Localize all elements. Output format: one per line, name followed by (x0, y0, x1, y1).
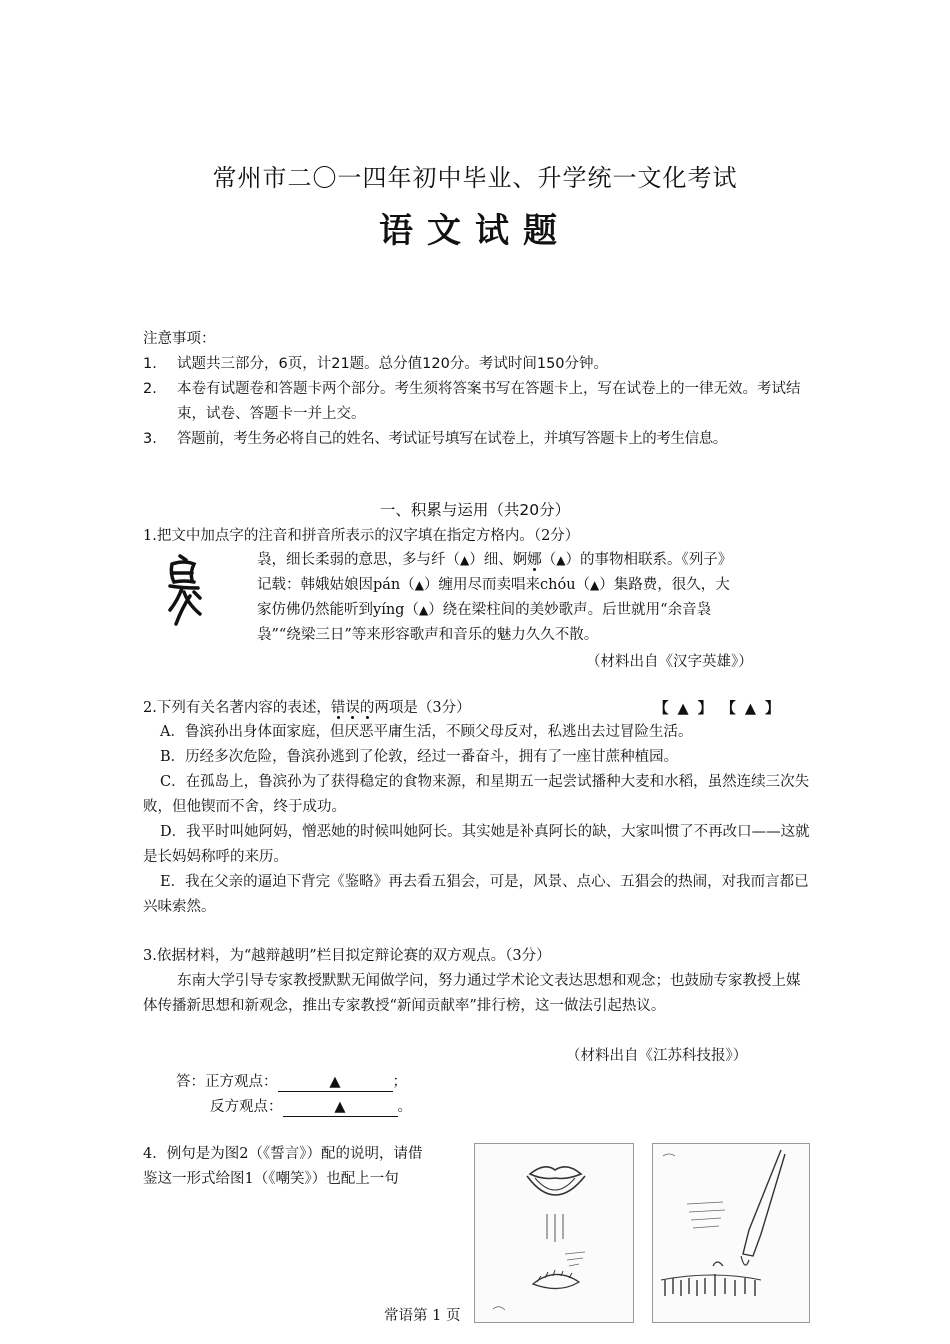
con-label: 反方观点： (210, 1099, 283, 1115)
q2-option: C．在孤岛上，鲁滨孙为了获得稳定的食物来源，和星期五一起尝试播种大麦和水稻，虽然连续三次失败，但他锲而不舍，终于成功。 (143, 774, 810, 815)
calligraphy-glyph-image (160, 552, 208, 630)
q3-pro-row: 答：正方观点： ▲ ； (176, 1074, 407, 1090)
exam-subtitle: 语文试题 (379, 211, 571, 251)
q2-emphasis: 错误的 (330, 700, 375, 716)
q1-line: 记载：韩娥姑娘因pán（▲）缠用尽而卖唱来chóu（▲）集路费，很久，大 (257, 577, 730, 593)
pro-label: 正方观点： (205, 1074, 278, 1090)
con-answer-blank[interactable]: ▲ (283, 1098, 398, 1117)
q1-source: （材料出自《汉字英雄》） (586, 654, 753, 670)
exam-title: 常州市二〇一四年初中毕业、升学统一文化考试 (212, 164, 738, 192)
section-heading: 一、积累与运用（共20分） (379, 501, 571, 519)
q2-options (143, 720, 813, 920)
q4-text (143, 1142, 473, 1192)
q3-source: （材料出自《江苏科技报》） (566, 1048, 748, 1064)
q2-option: E．我在父亲的逼迫下背完《鉴略》再去看五猖会，可是，风景、点心、五猖会的热闹，对我而言都已兴味索然。 (143, 874, 809, 915)
q3-material: 东南大学引导专家教授默默无闻做学问，努力通过学术论文表达思想和观念；也鼓励专家教授上媒体传播新思想和新观念，推出专家教授“新闻贡献率”排行榜，这一做法引起热议。 (143, 973, 801, 1014)
answer-label: 答： (176, 1074, 205, 1090)
notes-heading: 注意事项： (143, 331, 216, 347)
q1-stem: 1.把文中加点字的注音和拼音所表示的汉字填在指定方格内。（2分） (143, 528, 580, 544)
q3-con-row: 反方观点： ▲ 。 (210, 1099, 412, 1115)
figure-2-sketch-image (652, 1143, 810, 1323)
note-number: 1. (143, 356, 157, 372)
q1-line: 家仿佛仍然能听到yíng（▲）绕在梁柱间的美妙歌声。后世就用“余音袅 (257, 602, 712, 618)
note-item (143, 377, 813, 427)
note-number: 3. (143, 431, 157, 447)
page-footer: 常语第 1 页 (384, 1308, 461, 1324)
q2-option: A．鲁滨孙出身体面家庭，但厌恶平庸生活，不顾父母反对，私逃出去过冒险生活。 (160, 724, 693, 740)
notes-block (143, 327, 813, 452)
q2-option: B．历经多次危险，鲁滨孙逃到了伦敦，经过一番奋斗，拥有了一座甘蔗种植园。 (160, 749, 679, 765)
q4-line: 鉴这一形式给图1（《嘲笑》）也配上一句 (143, 1171, 399, 1187)
note-text: 答题前，考生务必将自己的姓名、考试证号填写在试卷上，并填写答题卡上的考生信息。 (177, 431, 727, 447)
note-text: 试题共三部分，6页，计21题。总分值120分。考试时间150分钟。 (177, 356, 609, 372)
q1-line: 袅，细长柔弱的意思，多与纤（▲）细、婀娜（▲）的事物相联系。《列子》 (257, 552, 733, 568)
q2-stem: 2.下列有关名著内容的表述，错误的两项是（3分） (143, 700, 471, 716)
q1-line: 袅”“绕梁三日”等来形容歌声和音乐的魅力久久不散。 (257, 627, 599, 643)
q1-passage (257, 548, 817, 648)
note-number: 2. (143, 381, 157, 397)
note-text: 本卷有试题卷和答题卡两个部分。考生须将答案书写在答题卡上，写在试卷上的一律无效。考试结束，试卷、答题卡一并上交。 (177, 381, 801, 422)
pro-answer-blank[interactable]: ▲ (278, 1073, 393, 1092)
q3-stem: 3.依据材料，为“越辩越明”栏目拟定辩论赛的双方观点。（3分） (143, 948, 551, 964)
q2-option: D．我平时叫她阿妈，憎恶她的时候叫她阿长。其实她是补真阿长的缺，大家叫惯了不再改口——这就是长妈妈称呼的来历。 (143, 824, 810, 865)
q4-line: 4．例句是为图2（《誓言》）配的说明，请借 (143, 1146, 423, 1162)
note-item (143, 427, 813, 452)
note-item (143, 352, 813, 377)
q2-answer-slots: 【 ▲ 】 【 ▲ 】 (654, 700, 782, 717)
figure-1-sketch-image (474, 1143, 634, 1323)
